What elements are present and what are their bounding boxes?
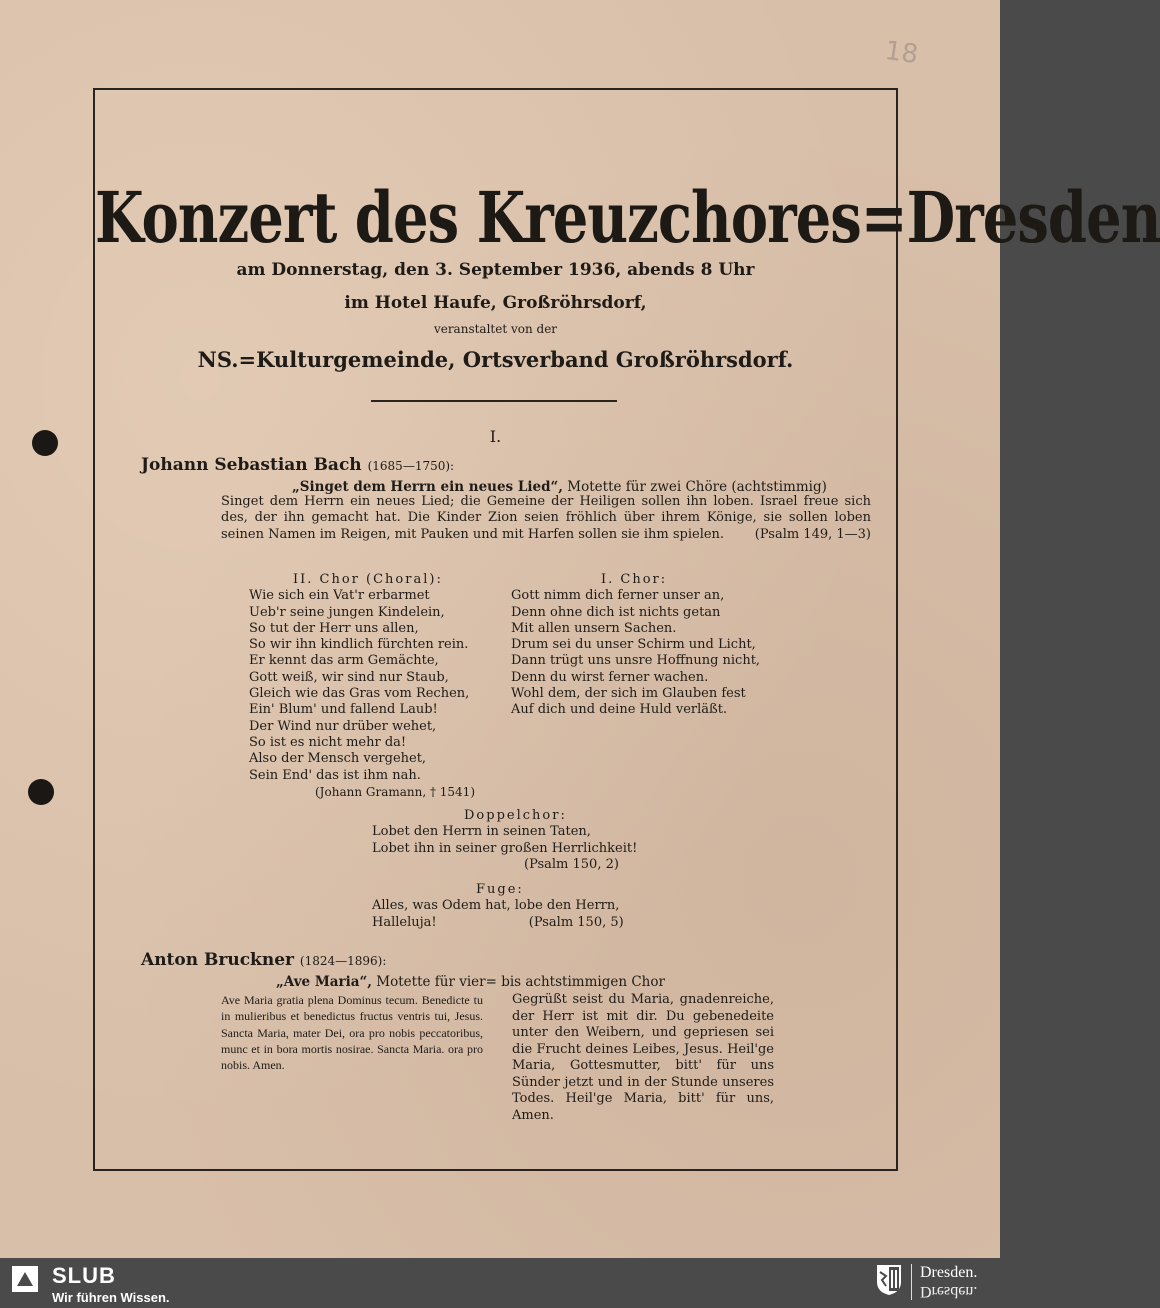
verse-line: Alles, was Odem hat, lobe den Herrn, [372, 898, 620, 914]
footer-bar [0, 1258, 1000, 1308]
verse-line: Drum sei du unser Schirm und Licht, [511, 637, 756, 653]
fugue-last-line [372, 915, 624, 931]
psalm-ref: (Psalm 149, 1—3) [754, 526, 871, 542]
slub-brand: SLUB [52, 1263, 116, 1288]
choir-2-heading: II. Chor (Choral): [293, 572, 443, 587]
choir-2-author: (Johann Gramann, † 1541) [315, 784, 476, 799]
date-line: am Donnerstag, den 3. September 1936, abends 8 Uhr [236, 260, 755, 280]
punch-hole-bottom [28, 779, 54, 805]
work-title: „Singet dem Herrn ein neues Lied“, [292, 479, 563, 495]
verse-line: Gleich wie das Gras vom Rechen, [249, 686, 470, 702]
double-choir-block [372, 808, 637, 873]
organizer-line: NS.=Kulturgemeinde, Ortsverband Großröhrsdorf. [197, 347, 794, 372]
organizer-intro: veranstaltet von der [433, 322, 558, 336]
dresden-crest-icon [876, 1264, 902, 1296]
fugue-heading: Fuge: [476, 882, 524, 897]
composer-name: Anton Bruckner [141, 950, 294, 970]
dresden-wordmark-reflection: Dresden. [920, 1283, 978, 1300]
verse-line: So wir ihn kindlich fürchten rein. [249, 637, 469, 653]
verse-line: Also der Mensch vergehet, [249, 751, 427, 767]
venue-line: im Hotel Haufe, Großröhrsdorf, [344, 293, 647, 313]
composer-name: Johann Sebastian Bach [141, 455, 362, 475]
verse-line: Denn du wirst ferner wachen. [511, 669, 709, 685]
slub-logo-icon [12, 1266, 38, 1292]
work-title: „Ave Maria“, [276, 974, 372, 990]
verse-text: Halleluja! [372, 914, 437, 930]
verse-line: So ist es nicht mehr da! [249, 734, 407, 750]
composer-bach [141, 455, 454, 475]
work-description: Motette für zwei Chöre (achtstimmig) [567, 479, 827, 495]
verse-line: So tut der Herr uns allen, [249, 620, 419, 636]
verse-line: Dann trügt uns unsre Hoffnung nicht, [511, 653, 761, 669]
choir-2-column [249, 572, 475, 800]
verse-line: Denn ohne dich ist nichts getan [511, 604, 721, 620]
slub-tagline: Wir führen Wissen. [52, 1290, 170, 1305]
psalm-text: Singet dem Herrn ein neues Lied; die Gemeine der Heiligen sollen ihn loben. Israel freue sich des, der ihn gemacht hat. Die Kinder Zion seien fröhlich über ihrem Könige, sie sollen loben seinen Namen im Reigen, mit Pauken und mit Harfen sollen sie ihm spielen. [221, 494, 871, 542]
punch-hole-top [32, 430, 58, 456]
choir-1-column [511, 572, 760, 719]
verse-line: Auf dich und deine Huld verläßt. [511, 702, 728, 718]
part-number: I. [489, 427, 502, 446]
choir-2-verse [249, 588, 475, 784]
verse-line: Wohl dem, der sich im Glauben fest [511, 686, 746, 702]
verse-line: Lobet den Herrn in seinen Taten, [372, 824, 591, 840]
verse-line: Er kennt das arm Gemächte, [249, 653, 439, 669]
verse-line: Wie sich ein Vat'r erbarmet [249, 588, 430, 604]
verse-line: Ueb'r seine jungen Kindelein, [249, 604, 445, 620]
pencil-page-mark: 18 [883, 35, 921, 71]
verse-line: Gott nimm dich ferner unser an, [511, 588, 725, 604]
verse-line: Mit allen unsern Sachen. [511, 620, 677, 636]
fugue-ref: (Psalm 150, 5) [528, 914, 624, 930]
verse-line: Sein End' das ist ihm nah. [249, 767, 421, 783]
work-description: Motette für vier= bis achtstimmigen Chor [376, 974, 665, 990]
fugue-block [372, 882, 624, 931]
ave-maria-german: Gegrüßt seist du Maria, gnadenreiche, der Herr ist mit dir. Du gebenedeite unter den Weibern, und gepriesen sei die Frucht deines Leibes, Jesus. Heil'ge Maria, Gottesmutter, bitt' für uns Sünder jetzt und in der Stunde unseres Todes. Heil'ge Maria, bitt' für uns, Amen. [512, 992, 774, 1123]
program-frame [93, 88, 1160, 1171]
footer-divider [911, 1264, 912, 1300]
ave-maria-latin: Ave Maria gratia plena Dominus tecum. Benedicte tu in mulieribus et benedictus fructus ventris tui, Jesus. Sancta Maria, mater Dei, ora pro nobis peccatoribus, munc et in bora mortis nosirae. Sancta Maria. ora pro nobis. Amen. [221, 993, 483, 1073]
dresden-wordmark: Dresden. [920, 1264, 978, 1281]
work-bach [292, 479, 827, 495]
verse-line: Der Wind nur drüber wehet, [249, 718, 437, 734]
verse-line: Ein' Blum' und fallend Laub! [249, 702, 438, 718]
divider-rule [371, 400, 617, 402]
concert-title: Konzert des Kreuzchores=Dresden [95, 176, 1160, 260]
double-choir-heading: Doppelchor: [464, 808, 567, 823]
work-bruckner [276, 974, 665, 990]
verse-line: Lobet ihn in seiner großen Herrlichkeit! [372, 840, 638, 856]
composer-dates: (1685—1750): [367, 459, 455, 473]
composer-bruckner [141, 950, 386, 970]
verse-line: Gott weiß, wir sind nur Staub, [249, 669, 449, 685]
psalm-149-text [221, 494, 871, 543]
double-choir-ref: (Psalm 150, 2) [524, 856, 619, 872]
choir-1-heading: I. Chor: [601, 572, 668, 587]
composer-dates: (1824—1896): [299, 954, 387, 968]
